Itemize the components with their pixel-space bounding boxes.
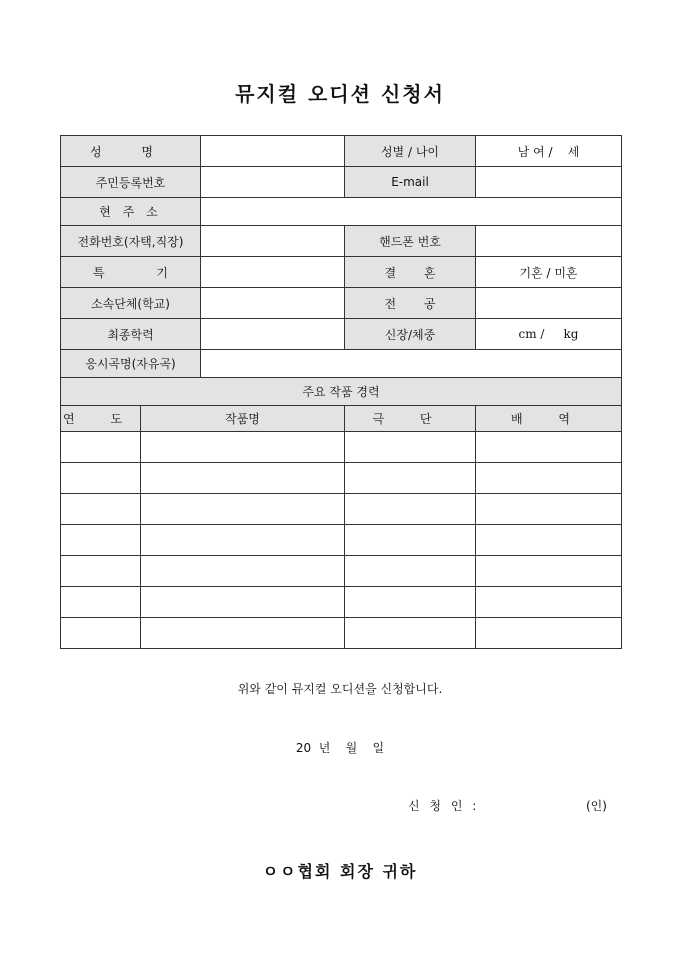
career-col-work: 작품명: [141, 406, 345, 432]
career-work-cell[interactable]: [141, 587, 345, 618]
career-row: [61, 432, 622, 463]
education-field[interactable]: [201, 319, 345, 350]
affiliation-field[interactable]: [201, 288, 345, 319]
mobile-field[interactable]: [476, 226, 622, 257]
career-company-cell[interactable]: [345, 525, 476, 556]
career-company-cell[interactable]: [345, 432, 476, 463]
career-company-cell[interactable]: [345, 587, 476, 618]
career-section-header: 주요 작품 경력: [61, 378, 622, 406]
career-year-cell[interactable]: [61, 556, 141, 587]
gender-age-label: 성별 / 나이: [345, 136, 476, 167]
address-label: 현 주 소: [61, 198, 201, 226]
date-line: 20 년 월 일: [295, 741, 385, 755]
address-field[interactable]: [201, 198, 622, 226]
education-label: 최종학력: [61, 319, 201, 350]
career-row: [61, 618, 622, 649]
audition-song-field[interactable]: [201, 350, 622, 378]
career-row: [61, 494, 622, 525]
career-col-year: 연 도: [61, 406, 141, 432]
career-work-cell[interactable]: [141, 432, 345, 463]
affiliation-label: 소속단체(학교): [61, 288, 201, 319]
career-row: [61, 525, 622, 556]
career-work-cell[interactable]: [141, 463, 345, 494]
career-role-cell[interactable]: [476, 556, 622, 587]
career-work-cell[interactable]: [141, 525, 345, 556]
rrn-label: 주민등록번호: [61, 167, 201, 198]
career-work-cell[interactable]: [141, 556, 345, 587]
career-company-cell[interactable]: [345, 556, 476, 587]
career-role-cell[interactable]: [476, 525, 622, 556]
career-col-role: 배 역: [476, 406, 622, 432]
talent-label: 특 기: [61, 257, 201, 288]
career-year-cell[interactable]: [61, 525, 141, 556]
major-label: 전 공: [345, 288, 476, 319]
career-row: [61, 463, 622, 494]
career-company-cell[interactable]: [345, 618, 476, 649]
phone-field[interactable]: [201, 226, 345, 257]
career-role-cell[interactable]: [476, 494, 622, 525]
email-label: E-mail: [345, 167, 476, 198]
rrn-field[interactable]: [201, 167, 345, 198]
name-field[interactable]: [201, 136, 345, 167]
career-work-cell[interactable]: [141, 618, 345, 649]
email-field[interactable]: [476, 167, 622, 198]
form-title: 뮤지컬 오디션 신청서: [235, 82, 445, 106]
statement: 위와 같이 뮤지컬 오디션을 신청합니다.: [237, 682, 443, 696]
talent-field[interactable]: [201, 257, 345, 288]
audition-song-label: 응시곡명(자유곡): [61, 350, 201, 378]
seal-label: (인): [586, 799, 607, 813]
career-year-cell[interactable]: [61, 618, 141, 649]
height-weight-field[interactable]: cm / kg: [476, 319, 622, 350]
name-label: 성 명: [61, 136, 201, 167]
phone-label: 전화번호(자택,직장): [61, 226, 201, 257]
career-company-cell[interactable]: [345, 463, 476, 494]
career-year-cell[interactable]: [61, 587, 141, 618]
career-role-cell[interactable]: [476, 587, 622, 618]
career-row: [61, 587, 622, 618]
career-year-cell[interactable]: [61, 432, 141, 463]
career-role-cell[interactable]: [476, 463, 622, 494]
career-role-cell[interactable]: [476, 618, 622, 649]
career-year-cell[interactable]: [61, 463, 141, 494]
marital-label: 결 혼: [345, 257, 476, 288]
career-work-cell[interactable]: [141, 494, 345, 525]
application-form-table: [60, 135, 622, 649]
marital-field[interactable]: 기혼 / 미혼: [476, 257, 622, 288]
career-row: [61, 556, 622, 587]
mobile-label: 핸드폰 번호: [345, 226, 476, 257]
career-col-company: 극 단: [345, 406, 476, 432]
addressee: ㅇㅇ협회 회장 귀하: [262, 862, 418, 881]
height-weight-label: 신장/체중: [345, 319, 476, 350]
major-field[interactable]: [476, 288, 622, 319]
applicant-label: 신 청 인 :: [408, 799, 480, 813]
career-company-cell[interactable]: [345, 494, 476, 525]
career-role-cell[interactable]: [476, 432, 622, 463]
career-year-cell[interactable]: [61, 494, 141, 525]
gender-age-field[interactable]: 남 여 / 세: [476, 136, 622, 167]
